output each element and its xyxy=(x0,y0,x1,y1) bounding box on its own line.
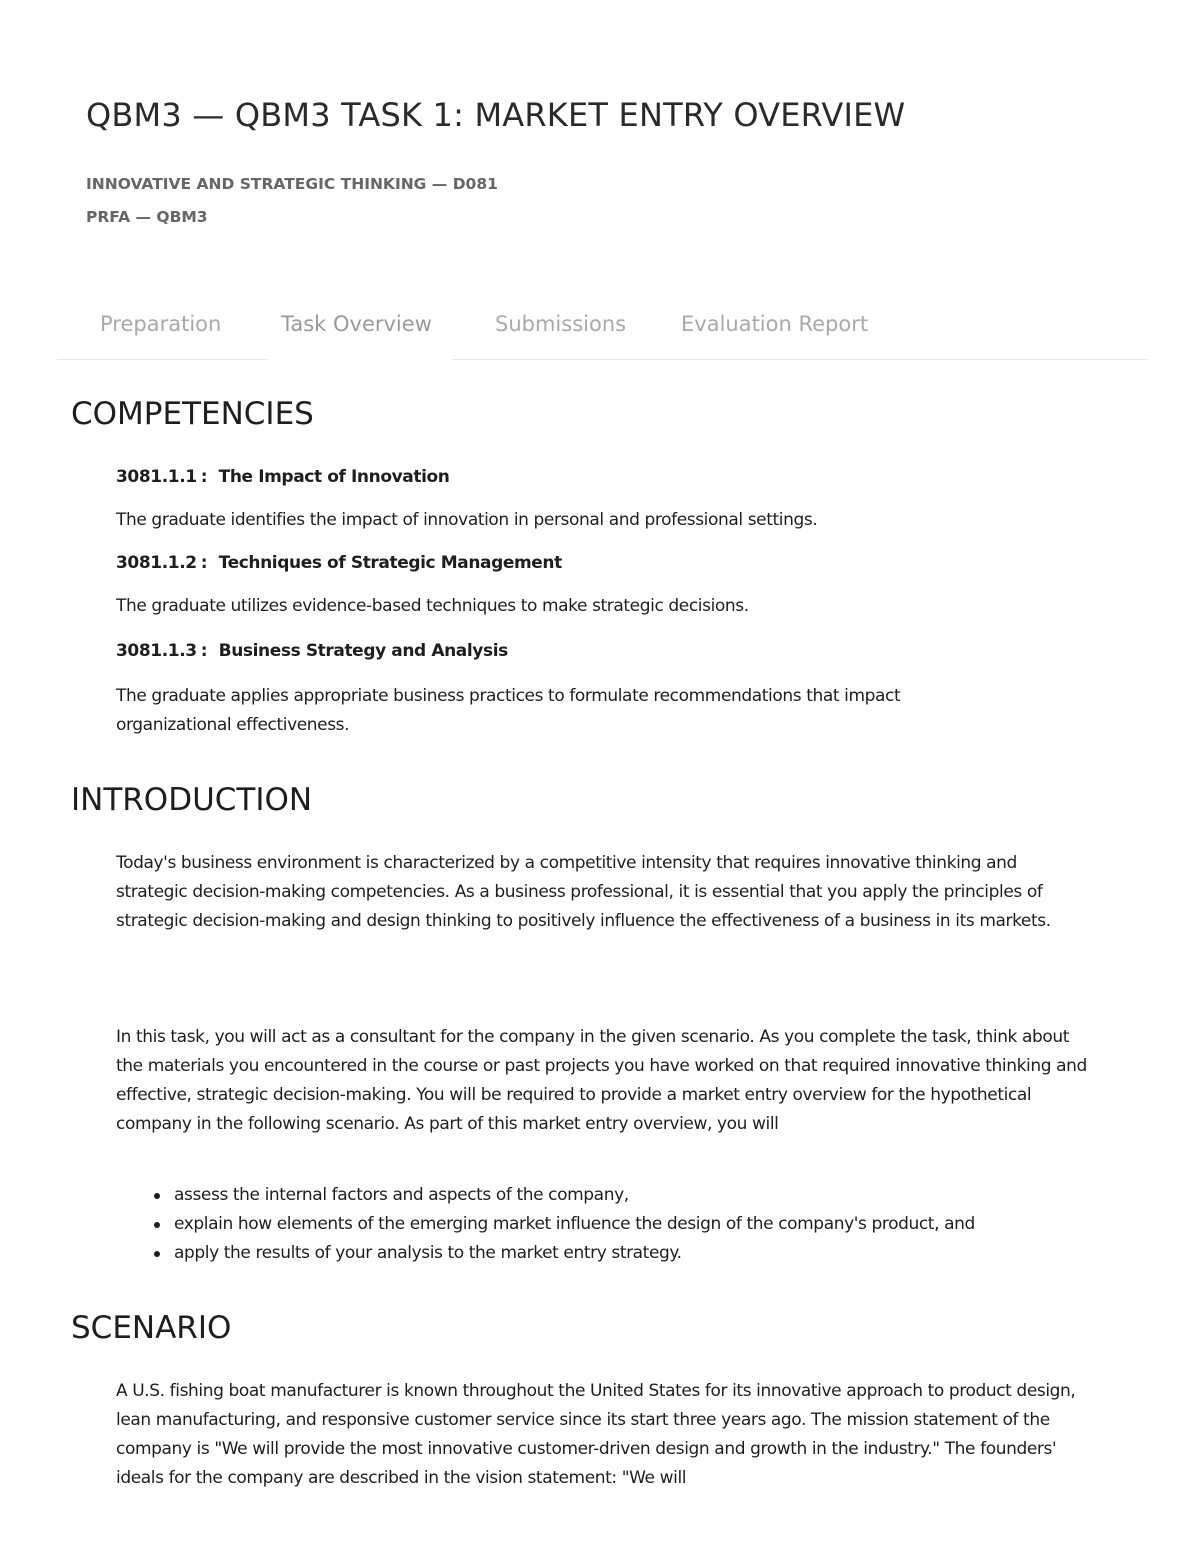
competency-title: 3081.1.2 : Techniques of Strategic Management xyxy=(116,553,562,573)
introduction-paragraph: Today's business environment is characterized by a competitive intensity that requires innovative thinking and strategic decision-making competencies. As a business professional, it is essential that you apply the principles of strategic decision-making and design thinking to positively influence the effectiveness of a business in its markets. xyxy=(116,853,1051,931)
tab-bar xyxy=(57,300,1147,360)
competency-code: 3081.1.1 xyxy=(116,467,197,487)
scenario-heading: SCENARIO xyxy=(71,1310,232,1346)
course-name: INNOVATIVE AND STRATEGIC THINKING — D081 xyxy=(86,175,498,193)
list-item: assess the internal factors and aspects of the company, xyxy=(116,1181,1091,1210)
competencies-heading: COMPETENCIES xyxy=(71,396,314,432)
list-item: explain how elements of the emerging market influence the design of the company's product, and xyxy=(116,1210,1091,1239)
competency-name: The Impact of Innovation xyxy=(218,467,450,487)
introduction-task-paragraph: In this task, you will act as a consultant for the company in the given scenario. As you complete the task, think about the materials you encountered in the course or past projects you have worked on that required innovative thinking and effective, strategic decision-making. You will be required to provide a market entry overview for the hypothetical company in the following scenario. As part of this market entry overview, you will xyxy=(116,1027,1087,1134)
tab-preparation[interactable]: Preparation xyxy=(100,312,222,336)
scenario-paragraph: A U.S. fishing boat manufacturer is known throughout the United States for its innovative approach to product design, lean manufacturing, and responsive customer service since its start three years ago. The mission statement of the company is "We will provide the most innovative customer-driven design and growth in the industry." The founders' ideals for the company are described in the vision statement: "We will xyxy=(116,1381,1076,1488)
active-tab-indicator xyxy=(267,356,453,360)
tab-evaluation-report[interactable]: Evaluation Report xyxy=(681,312,869,336)
competency-title: 3081.1.1 : The Impact of Innovation xyxy=(116,467,450,487)
competency-name: Techniques of Strategic Management xyxy=(218,553,562,573)
competency-code: 3081.1.2 xyxy=(116,553,197,573)
competency-name: Business Strategy and Analysis xyxy=(218,641,508,661)
competency-description: The graduate identifies the impact of innovation in personal and professional settings. xyxy=(116,510,818,530)
competency-title: 3081.1.3 : Business Strategy and Analysis xyxy=(116,641,508,661)
tab-submissions[interactable]: Submissions xyxy=(495,312,627,336)
list-item: apply the results of your analysis to the market entry strategy. xyxy=(116,1239,1091,1268)
competency-code: 3081.1.3 xyxy=(116,641,197,661)
competency-description: The graduate utilizes evidence-based techniques to make strategic decisions. xyxy=(116,596,749,616)
task-requirements-list xyxy=(116,1181,1091,1268)
introduction-heading: INTRODUCTION xyxy=(71,782,313,818)
bullet-icon xyxy=(154,1251,160,1257)
bullet-icon xyxy=(154,1222,160,1228)
bullet-icon xyxy=(154,1193,160,1199)
tab-task-overview[interactable]: Task Overview xyxy=(281,312,432,336)
competency-description: The graduate applies appropriate business practices to formulate recommendations that impact organizational effectiveness. xyxy=(116,686,901,735)
assessment-code: PRFA — QBM3 xyxy=(86,208,208,226)
page-title: QBM3 — QBM3 TASK 1: MARKET ENTRY OVERVIEW xyxy=(86,96,906,134)
